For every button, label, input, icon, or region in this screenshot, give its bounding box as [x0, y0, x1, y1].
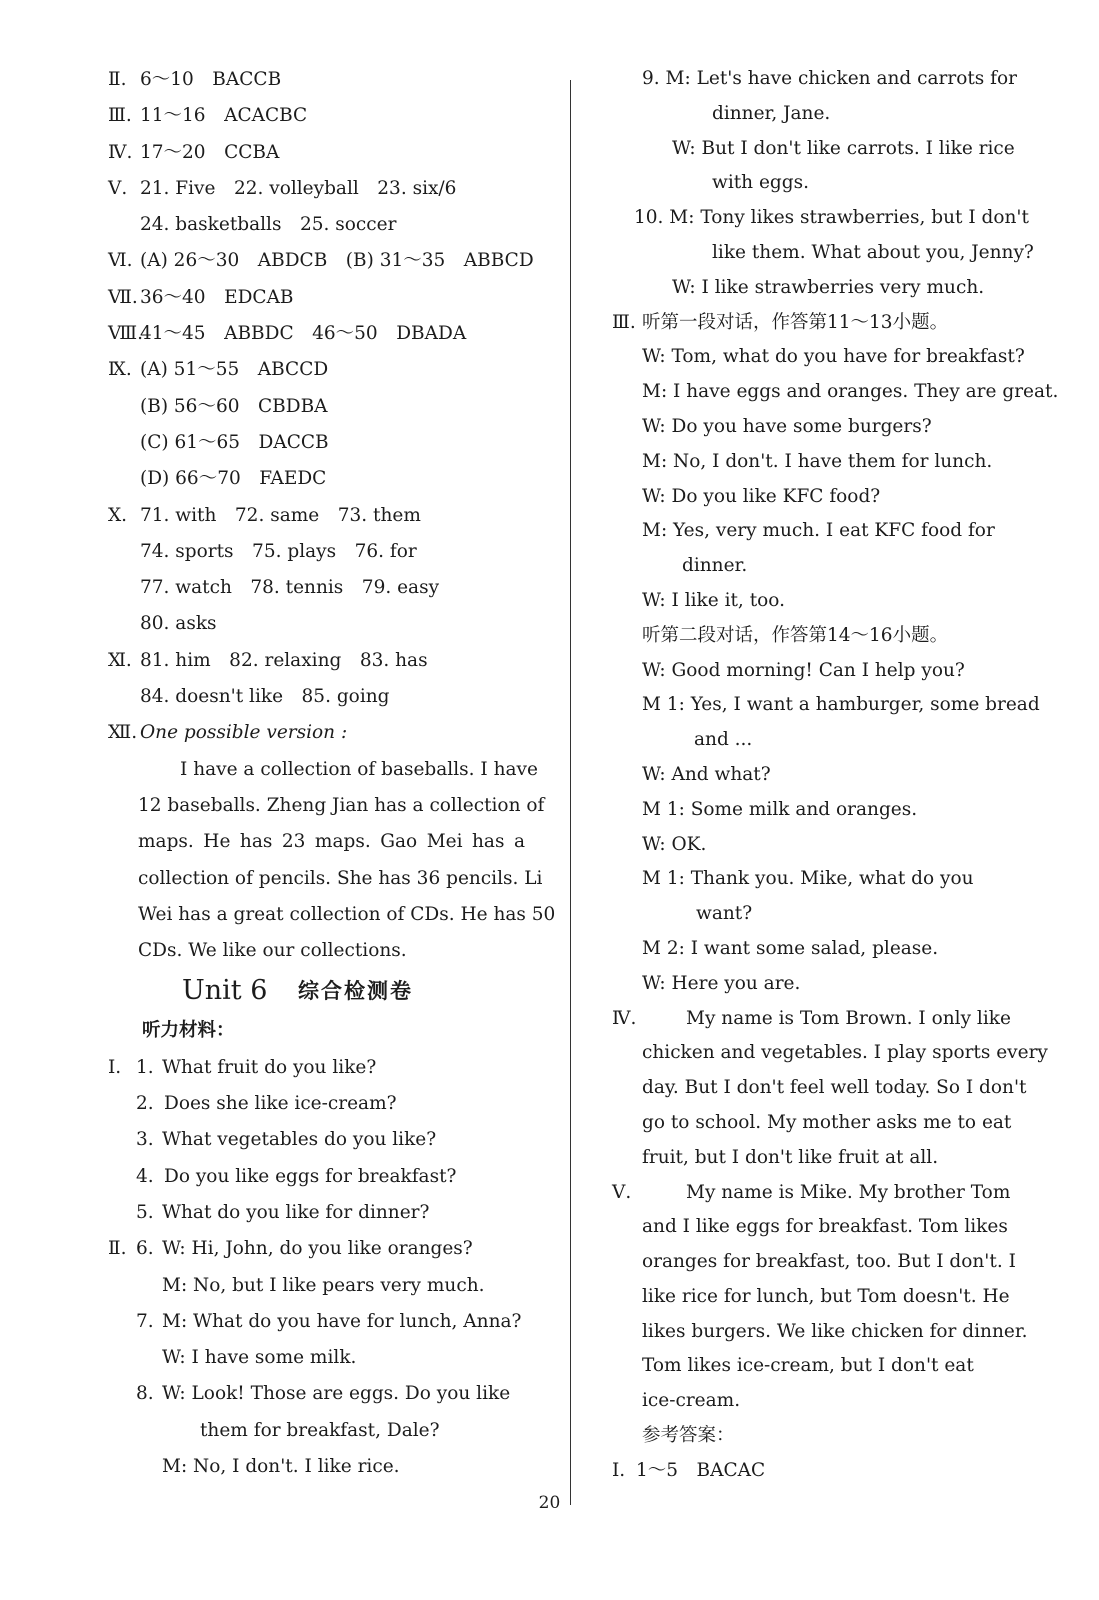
section-number: Ⅷ.: [108, 323, 144, 345]
listening-text: W: I have some milk.: [162, 1347, 357, 1369]
answer-text: (A) 51～55 ABCCD: [140, 359, 329, 381]
answer-row: [108, 171, 528, 207]
right-line-text: W: And what?: [642, 763, 771, 785]
right-line-text: likes burgers. We like chicken for dinner.: [642, 1320, 1028, 1342]
right-line-text: M: No, I don't. I have them for lunch.: [642, 450, 993, 472]
right-line-text: M 2: I want some salad, please.: [642, 937, 939, 959]
right-line-text: W: Tom, what do you have for breakfast?: [642, 346, 1025, 368]
right-line-text: W: I like strawberries very much.: [672, 276, 985, 298]
essay-line: [108, 933, 528, 969]
right-line: [612, 410, 1037, 445]
right-line: [612, 375, 1059, 410]
essay-text: [108, 752, 556, 970]
answer-text: 11～16 ACACBC: [140, 105, 308, 127]
right-line: [612, 236, 1037, 271]
right-line: [612, 1106, 1037, 1141]
right-line-text: 听第一段对话，作答第11～13小题。: [642, 311, 949, 333]
right-line: [612, 723, 1037, 758]
answer-text: 36～40 EDCAB: [140, 286, 294, 308]
right-line: [612, 828, 1037, 863]
answer-row: [108, 207, 528, 243]
right-line-text: 9. M: Let's have chicken and carrots for: [642, 68, 1017, 89]
right-line-text: M 1: Thank you. Mike, what do you: [642, 868, 974, 890]
listening-line: [108, 1086, 528, 1122]
essay-line: [108, 824, 528, 860]
right-line-text: and ...: [694, 729, 753, 751]
item-number: 1.: [136, 1056, 154, 1078]
answer-text: (B) 56～60 CBDBA: [140, 395, 328, 417]
right-line-text: oranges for breakfast, too. But I don't. I: [642, 1251, 1016, 1273]
unit-subtitle: 综合检测卷: [298, 978, 413, 1004]
right-line-text: Tom likes ice-cream, but I don't eat: [642, 1355, 974, 1377]
essay-line-text: maps. He has 23 maps. Gao Mei has a: [138, 831, 525, 853]
right-line-text: chicken and vegetables. I play sports every: [642, 1042, 1048, 1064]
answer-text: 84. doesn't like 85. going: [140, 686, 390, 708]
answer-text: 80. asks: [140, 613, 217, 635]
answer-text: 21. Five 22. volleyball 23. six/6: [140, 177, 457, 199]
column-divider: [570, 80, 571, 1505]
right-line-text: dinner, Jane.: [712, 102, 831, 124]
right-line: [612, 1384, 1037, 1419]
section-number: Ⅴ.: [612, 1181, 632, 1203]
section-number: Ⅳ.: [108, 141, 133, 163]
section-number: Ⅶ.: [108, 286, 138, 308]
essay-line: [108, 897, 556, 933]
right-line: [612, 1036, 1048, 1071]
section-number: Ⅴ.: [108, 177, 128, 199]
essay-line-text: collection of pencils. She has 36 pencils. Li: [138, 867, 543, 889]
right-line: [612, 480, 1037, 515]
listening-line: [108, 1413, 528, 1449]
essay-line: [108, 788, 545, 824]
right-line: [612, 1280, 1037, 1315]
right-line-text: like them. What about you, Jenny?: [712, 241, 1034, 263]
listening-heading: [108, 1013, 528, 1049]
right-line-text: My name is Mike. My brother Tom: [686, 1181, 1011, 1203]
right-line-text: and I like eggs for breakfast. Tom likes: [642, 1216, 1008, 1238]
right-line: [612, 1071, 1037, 1106]
answer-row: [108, 498, 528, 534]
page-number: 20: [538, 1493, 561, 1513]
answer-row: [108, 534, 528, 570]
right-line: [612, 967, 1037, 1002]
listening-line: [108, 1231, 528, 1267]
right-line: [612, 1245, 1037, 1280]
right-line: [612, 132, 1037, 167]
right-line-text: My name is Tom Brown. I only like: [686, 1007, 1011, 1029]
section-number: Ⅱ.: [108, 1238, 127, 1260]
answer-row: [108, 389, 528, 425]
listening-line: [108, 1376, 528, 1412]
essay-heading: [108, 715, 528, 751]
section-number: Ⅲ.: [108, 105, 132, 127]
right-lines: [612, 62, 1059, 1489]
listening-text: W: Hi, John, do you like oranges?: [162, 1238, 473, 1260]
listening-text: W: Look! Those are eggs. Do you like: [162, 1383, 511, 1405]
right-line: [612, 1454, 1037, 1489]
essay-line: [108, 752, 538, 788]
right-line-text: want?: [696, 903, 753, 925]
right-line: [612, 862, 1037, 897]
right-line: [612, 62, 1037, 97]
left-column: [108, 62, 556, 1485]
right-line-text: fruit, but I don't like fruit at all.: [642, 1146, 939, 1168]
right-line: [612, 1210, 1037, 1245]
listening-text: What fruit do you like?: [162, 1056, 377, 1078]
answer-text: 41～45 ABBDC 46～50 DBADA: [140, 323, 467, 345]
listening-line: [108, 1159, 528, 1195]
listening-line: [108, 1449, 528, 1485]
section-number: Ⅸ.: [108, 359, 132, 381]
right-line-text: 10. M: Tony likes strawberries, but I don't: [634, 207, 1029, 229]
listening-text: M: No, but I like pears very much.: [162, 1274, 485, 1296]
listening-text: them for breakfast, Dale?: [200, 1419, 440, 1441]
answer-row: [108, 679, 528, 715]
answer-text: 24. basketballs 25. soccer: [140, 214, 397, 236]
answer-row: [108, 606, 528, 642]
right-column: [612, 62, 1059, 1489]
answer-text: (D) 66～70 FAEDC: [140, 468, 327, 490]
right-line: [612, 897, 1037, 932]
section-number: Ⅰ.: [108, 1056, 122, 1078]
right-line: [612, 793, 1037, 828]
right-line-text: go to school. My mother asks me to eat: [642, 1111, 1012, 1133]
section-number: Ⅺ.: [108, 649, 132, 671]
listening-line: [108, 1195, 528, 1231]
right-line-text: day. But I don't feel well today. So I don't: [642, 1077, 1027, 1099]
right-line-text: W: OK.: [642, 833, 707, 855]
right-line-text: ice-cream.: [642, 1390, 741, 1412]
answer-row: [108, 98, 528, 134]
right-line: [612, 1349, 1037, 1384]
listening-text: What vegetables do you like?: [162, 1129, 437, 1151]
essay-line-text: CDs. We like our collections.: [138, 940, 407, 962]
answer-text: 77. watch 78. tennis 79. easy: [140, 577, 440, 599]
answer-row: [108, 316, 528, 352]
right-line-text: W: Good morning! Can I help you?: [642, 659, 965, 681]
listening-line: [108, 1268, 528, 1304]
unit-title: Unit 6: [182, 975, 268, 1007]
answer-text: 71. with 72. same 73. them: [140, 504, 421, 526]
answer-text: (C) 61～65 DACCB: [140, 431, 329, 453]
item-number: 3.: [136, 1129, 154, 1151]
section-number: Ⅰ.: [612, 1459, 626, 1481]
right-line: [612, 1315, 1037, 1350]
right-line-text: like rice for lunch, but Tom doesn't. He: [642, 1285, 1010, 1307]
listening-line: [108, 1122, 528, 1158]
answer-text: (A) 26～30 ABDCB (B) 31～35 ABBCD: [140, 250, 534, 272]
answer-row: [108, 352, 528, 388]
essay-line-text: 12 baseballs. Zheng Jian has a collection of: [138, 794, 545, 816]
item-number: 8.: [136, 1383, 154, 1405]
unit-heading: [108, 969, 528, 1013]
section-number: Ⅹ.: [108, 504, 128, 526]
listening-text: M: What do you have for lunch, Anna?: [162, 1310, 522, 1332]
right-line-text: with eggs.: [712, 172, 809, 194]
right-line: [612, 584, 1037, 619]
right-line: [612, 271, 1037, 306]
right-line-text: W: I like it, too.: [642, 589, 785, 611]
right-line: [612, 166, 1037, 201]
item-number: 4.: [136, 1165, 154, 1187]
listening-material: [108, 1050, 528, 1486]
right-line: [612, 758, 1037, 793]
section-number: Ⅵ.: [108, 250, 133, 272]
item-number: 6.: [136, 1238, 154, 1260]
right-line-text: 参考答案：: [642, 1425, 735, 1447]
answer-row: [108, 62, 528, 98]
section-number: Ⅳ.: [612, 1007, 637, 1029]
listening-text: M: No, I don't. I like rice.: [162, 1455, 400, 1477]
right-line: [612, 688, 1040, 723]
listening-line: [108, 1340, 528, 1376]
right-line: [612, 1176, 1037, 1211]
watermark-logo: [913, 1520, 1093, 1596]
right-line: [612, 549, 1037, 584]
essay-line: [108, 861, 543, 897]
right-line-text: W: Do you have some burgers?: [642, 415, 932, 437]
answer-row: [108, 570, 528, 606]
listening-label: 听力材料：: [142, 1020, 235, 1042]
right-line: [612, 932, 1037, 967]
answer-text: 81. him 82. relaxing 83. has: [140, 649, 428, 671]
answer-text: 17～20 CCBA: [140, 141, 280, 163]
item-number: 2.: [136, 1093, 154, 1115]
right-line-text: W: Do you like KFC food?: [642, 485, 881, 507]
answer-list: [108, 62, 534, 715]
right-line: [612, 340, 1037, 375]
section-number: Ⅱ.: [108, 69, 127, 90]
right-line-text: W: Here you are.: [642, 972, 801, 994]
listening-text: What do you like for dinner?: [162, 1201, 430, 1223]
right-line: [612, 514, 1037, 549]
section-number: Ⅲ.: [612, 311, 636, 333]
right-line: [612, 201, 1037, 236]
right-line: [612, 97, 1037, 132]
right-line: [612, 1002, 1037, 1037]
right-line: [612, 1419, 1037, 1454]
essay-label: One possible version :: [140, 722, 348, 744]
item-number: 7.: [136, 1310, 154, 1332]
answer-row: [108, 243, 534, 279]
item-number: 5.: [136, 1201, 154, 1223]
listening-line: [108, 1050, 528, 1086]
answer-row: [108, 425, 528, 461]
right-line-text: M: Yes, very much. I eat KFC food for: [642, 520, 995, 542]
right-line: [612, 654, 1037, 689]
listening-text: Does she like ice-cream?: [164, 1093, 397, 1115]
listening-line: [108, 1304, 528, 1340]
right-line-text: M: I have eggs and oranges. They are great.: [642, 381, 1059, 403]
listening-text: Do you like eggs for breakfast?: [164, 1165, 457, 1187]
right-line-text: M 1: Some milk and oranges.: [642, 798, 918, 820]
answer-text: 6～10 BACCB: [140, 69, 282, 90]
answer-text: 74. sports 75. plays 76. for: [140, 540, 417, 562]
right-line-text: W: But I don't like carrots. I like rice: [672, 137, 1015, 159]
right-line: [612, 445, 1037, 480]
right-line: [612, 619, 1037, 654]
answer-row: [108, 135, 528, 171]
answer-row: [108, 280, 528, 316]
right-line-text: dinner.: [682, 555, 748, 577]
essay-line-text: I have a collection of baseballs. I have: [180, 758, 538, 780]
answer-row: [108, 643, 528, 679]
answer-row: [108, 461, 528, 497]
right-line-text: 听第二段对话，作答第14～16小题。: [642, 624, 949, 646]
right-line: [612, 306, 1037, 341]
right-line-text: M 1: Yes, I want a hamburger, some bread: [642, 694, 1040, 716]
right-line-text: 1～5 BACAC: [636, 1459, 766, 1481]
essay-line-text: Wei has a great collection of CDs. He has 50: [138, 903, 556, 925]
right-line: [612, 1141, 1037, 1176]
section-number: Ⅻ.: [108, 722, 138, 744]
